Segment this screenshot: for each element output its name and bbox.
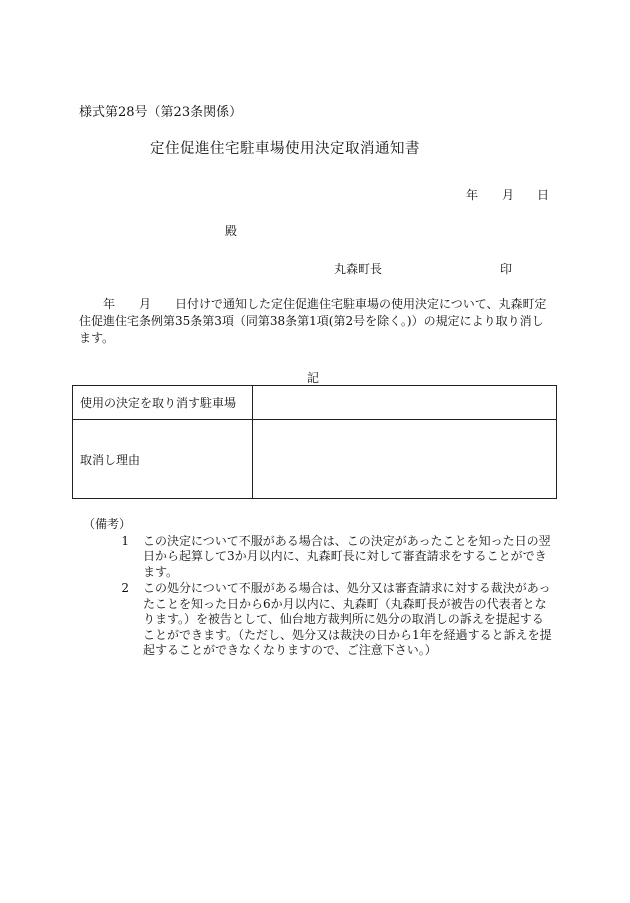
sender-name: 丸森町長 [334, 262, 383, 276]
notes-heading: （備考） [83, 517, 132, 531]
table-label-parking: 使用の決定を取り消す駐車場 [73, 386, 253, 420]
note-text: この決定について不服がある場合は、この決定があったことを知った日の翌日から起算して3か月以内に、丸森町長に対して審査請求をすることができます。 [143, 533, 551, 579]
date-month-label: 月 [502, 188, 515, 202]
addressee-honorific: 殿 [225, 224, 238, 238]
seal-mark: 印 [500, 262, 513, 276]
note-item [83, 581, 553, 659]
table-row [73, 386, 557, 420]
date-day-label: 日 [537, 188, 550, 202]
notes-section [83, 517, 553, 659]
note-number: 1 [121, 533, 129, 548]
table-row [73, 420, 557, 499]
note-number: 2 [121, 581, 129, 595]
date-year-label: 年 [466, 188, 479, 202]
ki-heading: 記 [307, 371, 320, 385]
notice-body: 年 月 日付けで通知した定住促進住宅駐車場の使用決定について、丸森町定住促進住宅条例第35条第3項（同第38条第1項(第2号を除く。)）の規定により取り消します。 [79, 297, 547, 345]
note-text: この処分について不服がある場合は、処分又は審査請求に対する裁決があったことを知った日から6か月以内に、丸森町（丸森町長が被告の代表者となります。）を被告として、仙台地方裁判所に処分の取消しの訴えを提起することができます。（ただし、処分又は裁決の日から1年を経過すると訴えを提起することができなくなりますので、ご注意下さい。） [143, 581, 552, 657]
table-value-reason[interactable] [253, 420, 557, 499]
table-value-parking[interactable] [253, 386, 557, 420]
document-title: 定住促進住宅駐車場使用決定取消通知書 [150, 141, 420, 157]
form-number: 様式第28号（第23条関係） [79, 105, 243, 120]
note-item [83, 534, 553, 581]
details-table [72, 385, 557, 499]
table-label-reason: 取消し理由 [73, 420, 253, 499]
